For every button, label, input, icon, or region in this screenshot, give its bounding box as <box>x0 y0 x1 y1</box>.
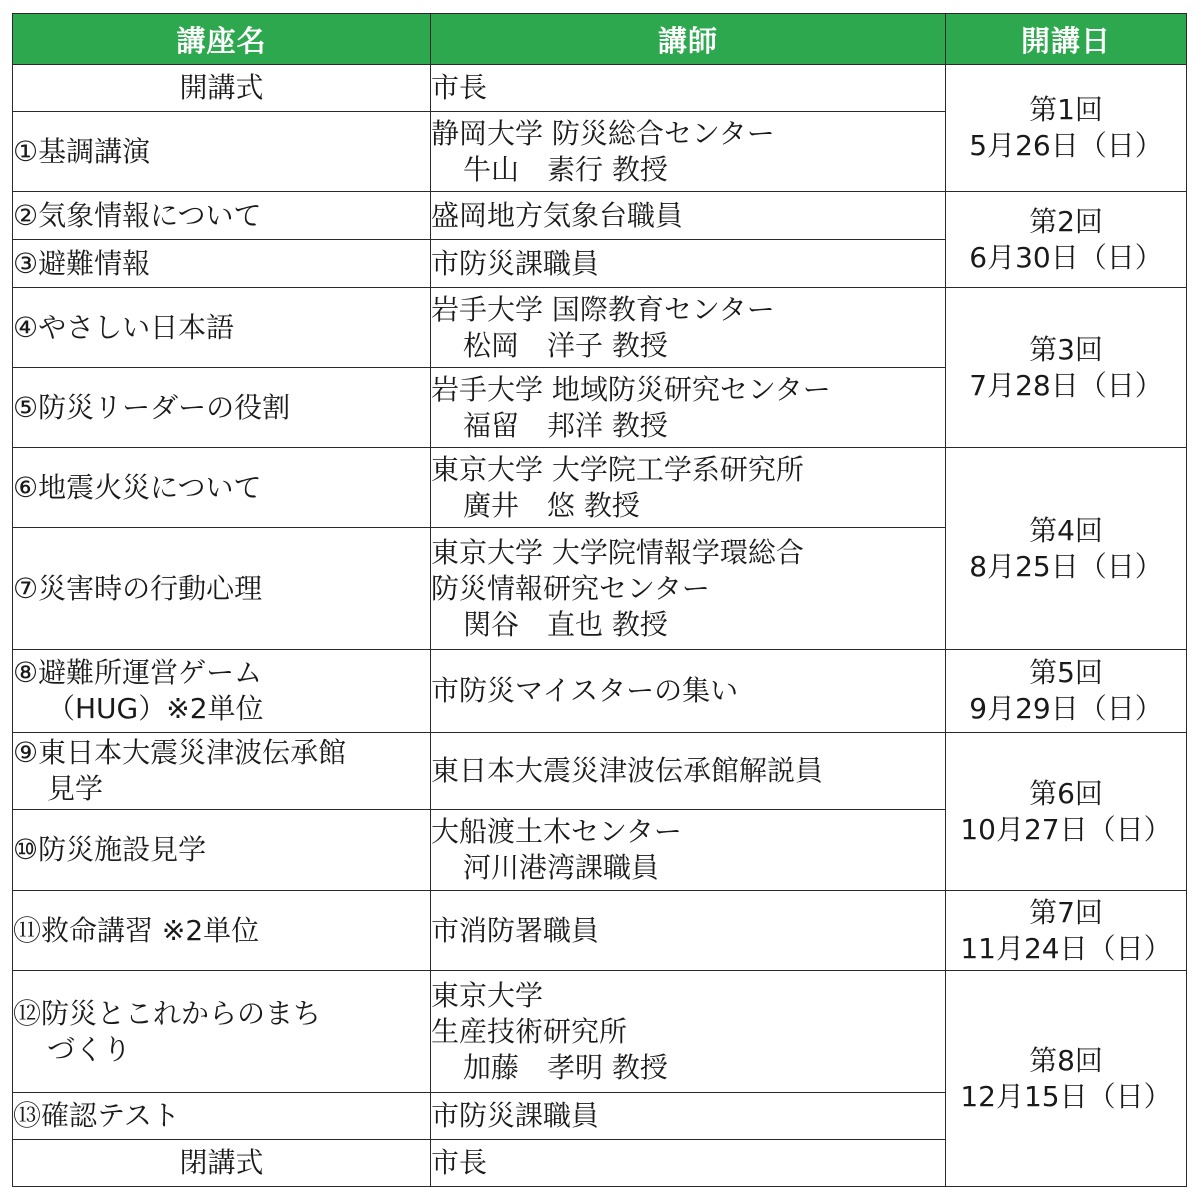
course-schedule-table <box>12 13 1187 1187</box>
course-cell <box>13 112 431 192</box>
lecturer-name: 松岡 洋子 教授 <box>463 328 668 362</box>
lecturer-affiliation: 静岡大学 防災総合センター <box>431 116 775 150</box>
lecturer-cell <box>431 288 946 368</box>
course-name: ⑤防災リーダーの役割 <box>13 390 291 424</box>
lecturer-cell <box>431 240 946 288</box>
session-number: 第5回 <box>1029 656 1103 689</box>
session-date: 8月25日（日） <box>969 549 1163 583</box>
course-name: ⑦災害時の行動心理 <box>13 571 263 605</box>
lecturer-affiliation: 東京大学 大学院情報学環総合 <box>431 535 804 569</box>
lecturer-cell <box>431 810 946 891</box>
header-lecturer: 講師 <box>431 14 946 65</box>
course-name-cont: （HUG）※2単位 <box>47 692 264 725</box>
lecturer-cell <box>431 112 946 192</box>
header-course: 講座名 <box>13 14 431 65</box>
date-cell <box>946 448 1187 650</box>
course-cell <box>13 368 431 448</box>
lecturer-name: 市防災課職員 <box>431 1099 600 1132</box>
lecturer-cell <box>431 1093 946 1140</box>
course-cell <box>13 65 431 112</box>
lecturer-affiliation: 生産技術研究所 <box>431 1014 628 1048</box>
table-row <box>13 971 1187 1093</box>
session-date: 7月28日（日） <box>969 368 1163 402</box>
header-date: 開講日 <box>946 14 1187 65</box>
lecturer-name: 市防災課職員 <box>431 246 600 280</box>
date-cell <box>946 891 1187 971</box>
table-row <box>13 891 1187 971</box>
lecturer-name: 市消防署職員 <box>431 913 600 947</box>
lecturer-name: 福留 邦洋 教授 <box>463 408 668 442</box>
table-row <box>13 192 1187 240</box>
lecturer-name: 市防災マイスターの集い <box>431 674 739 707</box>
course-cell <box>13 1140 431 1187</box>
lecturer-cell <box>431 733 946 810</box>
course-name: ④やさしい日本語 <box>13 310 235 344</box>
course-name: ⑥地震火災について <box>13 470 262 504</box>
session-number: 第7回 <box>1029 895 1103 929</box>
lecturer-name: 河川港湾課職員 <box>463 851 660 884</box>
session-date: 12月15日（日） <box>960 1079 1172 1113</box>
course-cell <box>13 448 431 528</box>
lecturer-name: 盛岡地方気象台職員 <box>431 198 684 232</box>
course-cell <box>13 528 431 650</box>
lecturer-affiliation: 大船渡土木センター <box>431 815 682 848</box>
lecturer-cell <box>431 192 946 240</box>
session-number: 第3回 <box>1029 332 1103 366</box>
lecturer-affiliation: 東京大学 <box>431 978 544 1012</box>
session-number: 第6回 <box>1029 776 1103 810</box>
table-row <box>13 65 1187 112</box>
course-name: ⑬確認テスト <box>13 1099 180 1132</box>
lecturer-cell <box>431 891 946 971</box>
course-name: ⑩防災施設見学 <box>13 833 207 866</box>
course-name: ⑪救命講習 ※2単位 <box>13 913 260 947</box>
lecturer-cell <box>431 650 946 733</box>
session-date: 6月30日（日） <box>969 240 1163 274</box>
header-row <box>13 14 1187 65</box>
session-date: 10月27日（日） <box>960 812 1172 846</box>
course-name: ②気象情報について <box>13 198 262 232</box>
course-name: ⑫防災とこれからのまち <box>13 996 322 1030</box>
lecturer-cell <box>431 448 946 528</box>
lecturer-cell <box>431 1140 946 1187</box>
course-name: ①基調講演 <box>13 134 151 168</box>
course-name: ⑨東日本大震災津波伝承館 <box>13 736 347 769</box>
course-cell <box>13 810 431 891</box>
course-name: 開講式 <box>179 71 264 104</box>
lecturer-name: 加藤 孝明 教授 <box>463 1050 668 1084</box>
course-name: ③避難情報 <box>13 246 151 280</box>
lecturer-name: 廣井 悠 教授 <box>463 488 640 522</box>
course-cell <box>13 971 431 1093</box>
lecturer-affiliation: 東京大学 大学院工学系研究所 <box>431 452 804 486</box>
lecturer-affiliation: 防災情報研究センター <box>431 571 710 605</box>
course-cell <box>13 733 431 810</box>
session-number: 第4回 <box>1029 513 1103 547</box>
lecturer-affiliation: 岩手大学 国際教育センター <box>431 292 775 326</box>
date-cell <box>946 288 1187 448</box>
course-name: ⑧避難所運営ゲーム <box>13 656 263 689</box>
course-name-cont: 見学 <box>47 772 104 805</box>
course-cell <box>13 1093 431 1140</box>
lecturer-name: 牛山 素行 教授 <box>463 152 668 186</box>
lecturer-name: 関谷 直也 教授 <box>463 607 668 641</box>
session-date: 5月26日（日） <box>969 129 1163 162</box>
course-name: 閉講式 <box>179 1146 264 1179</box>
course-cell <box>13 240 431 288</box>
lecturer-cell <box>431 65 946 112</box>
table-row <box>13 650 1187 733</box>
session-number: 第1回 <box>1029 93 1103 126</box>
date-cell <box>946 733 1187 891</box>
course-cell <box>13 650 431 733</box>
lecturer-name: 市長 <box>431 71 488 104</box>
lecturer-name: 市長 <box>431 1146 488 1179</box>
table-row <box>13 448 1187 528</box>
session-number: 第8回 <box>1029 1043 1103 1077</box>
course-name-cont: づくり <box>47 1032 132 1066</box>
lecturer-cell <box>431 368 946 448</box>
date-cell <box>946 650 1187 733</box>
lecturer-affiliation: 岩手大学 地域防災研究センター <box>431 372 831 406</box>
lecturer-name: 東日本大震災津波伝承館解説員 <box>431 754 824 787</box>
session-number: 第2回 <box>1029 204 1103 238</box>
session-date: 11月24日（日） <box>960 931 1172 965</box>
course-cell <box>13 891 431 971</box>
table-row <box>13 733 1187 810</box>
table-row <box>13 288 1187 368</box>
session-date: 9月29日（日） <box>969 692 1163 725</box>
lecturer-cell <box>431 971 946 1093</box>
lecturer-cell <box>431 528 946 650</box>
course-cell <box>13 192 431 240</box>
date-cell <box>946 65 1187 192</box>
date-cell <box>946 971 1187 1187</box>
course-cell <box>13 288 431 368</box>
date-cell <box>946 192 1187 288</box>
